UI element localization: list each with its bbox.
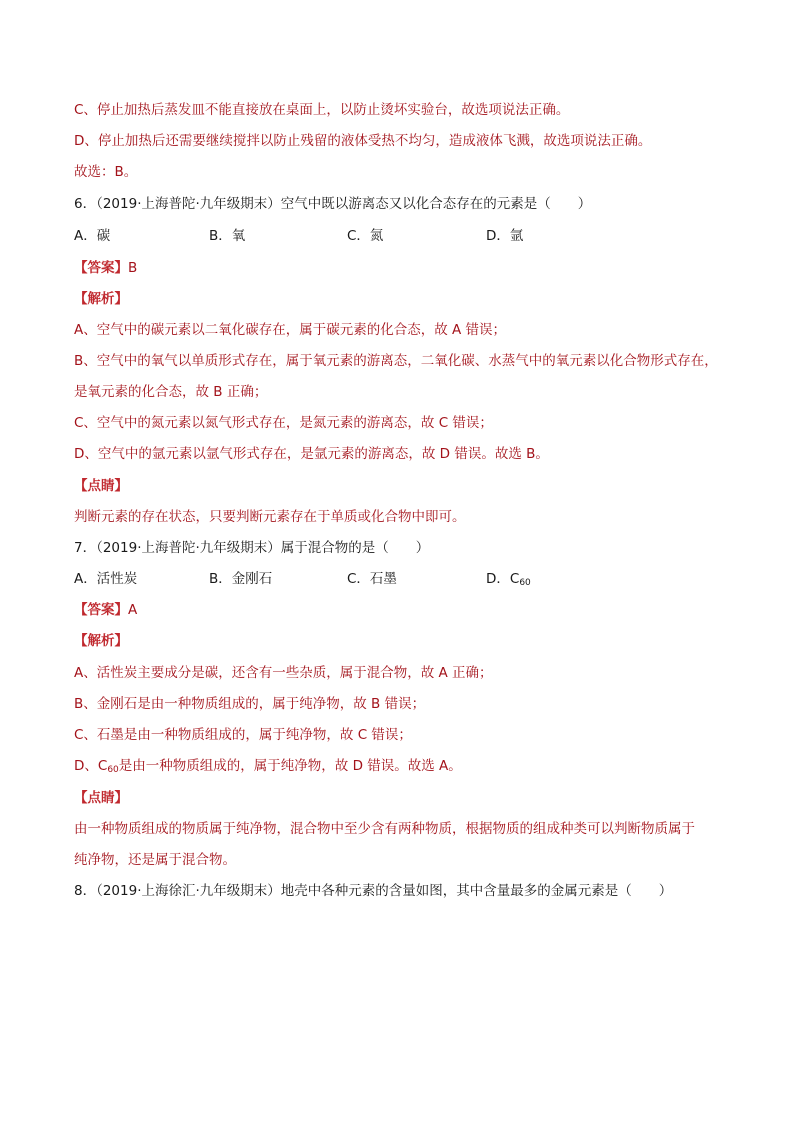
q6-analysis-c: C、空气中的氮元素以氮气形式存在，是氮元素的游离态，故 C 错误；	[74, 415, 493, 431]
q7-analysis-a: A、活性炭主要成分是碳，还含有一些杂质，属于混合物，故 A 正确；	[74, 665, 493, 681]
q6-analysis-d: D、空气中的氩元素以氩气形式存在，是氩元素的游离态，故 D 错误。故选 B。	[74, 446, 549, 462]
q7-answer-label: 【答案】	[74, 602, 128, 618]
q6-answer	[74, 258, 734, 278]
q6-comment-label: 【点睛】	[74, 478, 128, 494]
q7-analysis-b: B、金刚石是由一种物质组成的，属于纯净物，故 B 错误；	[74, 696, 426, 712]
q6-option-a: A．碳	[74, 228, 111, 244]
q7-answer	[74, 600, 734, 620]
prev-choice: 故选：B。	[74, 164, 138, 180]
q7-option-d	[486, 569, 531, 593]
q6-option-d: D．氩	[486, 228, 524, 244]
q7-comment-line1: 由一种物质组成的物质属于纯净物，混合物中至少含有两种物质，根据物质的组成种类可以判断物质属于	[74, 821, 695, 837]
q6-analysis-b-cont: 是氧元素的化合态，故 B 正确；	[74, 384, 268, 400]
q7-comment-label: 【点睛】	[74, 790, 128, 806]
q7-option-d-text: D．C	[486, 571, 520, 587]
q7-stem: 7．（2019·上海普陀·九年级期末）属于混合物的是（ ）	[74, 540, 430, 556]
q7-analysis-label: 【解析】	[74, 633, 128, 649]
q7-answer-value: A	[128, 602, 138, 618]
prev-analysis-d: D、停止加热后还需要继续搅拌以防止残留的液体受热不均匀，造成液体飞溅，故选项说法正确。	[74, 133, 652, 149]
q6-comment: 判断元素的存在状态，只要判断元素存在于单质或化合物中即可。	[74, 509, 466, 525]
q7-option-d-sub: 60	[519, 578, 531, 588]
q6-analysis-b: B、空气中的氧气以单质形式存在，属于氧元素的游离态，二氧化碳、水蒸气中的氧元素以化合物形式存在，	[74, 353, 718, 369]
q7-analysis-d-post: 是由一种物质组成的，属于纯净物，故 D 错误。故选 A。	[118, 758, 462, 774]
q7-option-a: A．活性炭	[74, 571, 138, 587]
q6-analysis-a: A、空气中的碳元素以二氧化碳存在，属于碳元素的化合态，故 A 错误；	[74, 322, 507, 338]
prev-analysis-c: C、停止加热后蒸发皿不能直接放在桌面上，以防止烫坏实验台，故选项说法正确。	[74, 102, 570, 118]
q6-answer-label: 【答案】	[74, 260, 128, 276]
q7-option-b: B．金刚石	[209, 571, 273, 587]
q7-analysis-d-pre: D、C	[74, 758, 108, 774]
q7-analysis-d	[74, 756, 734, 780]
q7-analysis-d-sub: 60	[107, 765, 119, 775]
q6-option-b: B．氧	[209, 228, 246, 244]
q7-comment-line2: 纯净物，还是属于混合物。	[74, 852, 236, 868]
q6-answer-value: B	[128, 260, 138, 276]
q6-option-c: C．氮	[347, 228, 384, 244]
q6-analysis-label: 【解析】	[74, 291, 128, 307]
q8-stem: 8．（2019·上海徐汇·九年级期末）地壳中各种元素的含量如图，其中含量最多的金属元素是（ ）	[74, 883, 673, 899]
q7-analysis-c: C、石墨是由一种物质组成的，属于纯净物，故 C 错误；	[74, 727, 412, 743]
q7-option-c: C．石墨	[347, 571, 397, 587]
q6-stem: 6．（2019·上海普陀·九年级期末）空气中既以游离态又以化合态存在的元素是（ ）	[74, 196, 592, 212]
